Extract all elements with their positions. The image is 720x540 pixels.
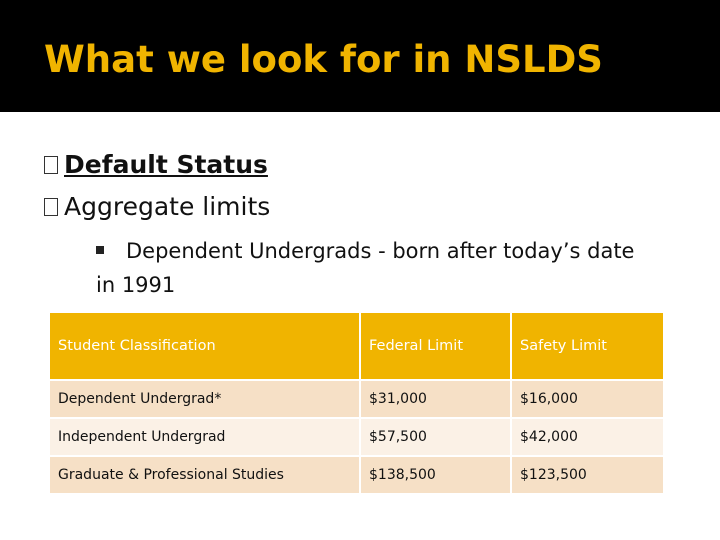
cell-federal-limit: $31,000 [361, 381, 510, 417]
loan-limits-table [48, 311, 665, 495]
title-bar [0, 0, 720, 112]
header-student-classification: Student Classification [50, 313, 359, 379]
square-bullet-icon [96, 246, 104, 254]
cell-classification: Independent Undergrad [50, 419, 359, 455]
bullet-text: Aggregate limits [64, 192, 271, 221]
table-row [50, 419, 663, 455]
table-row [50, 381, 663, 417]
sub-bullet-line2: in 1991 [96, 273, 176, 297]
slide-title: What we look for in NSLDS [44, 38, 603, 81]
cell-safety-limit: $16,000 [512, 381, 663, 417]
sub-bullet-line1: Dependent Undergrads - born after today’s date [126, 239, 635, 263]
sub-bullet-dependent-undergrads [96, 234, 696, 302]
checkbox-icon [44, 198, 58, 216]
cell-federal-limit: $138,500 [361, 457, 510, 493]
cell-federal-limit: $57,500 [361, 419, 510, 455]
cell-safety-limit: $42,000 [512, 419, 663, 455]
header-safety-limit: Safety Limit [512, 313, 663, 379]
bullet-aggregate-limits [44, 192, 270, 221]
header-federal-limit: Federal Limit [361, 313, 510, 379]
bullet-text: Default Status [64, 150, 268, 179]
cell-classification: Graduate & Professional Studies [50, 457, 359, 493]
table-row [50, 457, 663, 493]
bullet-default-status [44, 150, 268, 179]
table-header-row [50, 313, 663, 379]
cell-classification: Dependent Undergrad* [50, 381, 359, 417]
cell-safety-limit: $123,500 [512, 457, 663, 493]
checkbox-icon [44, 156, 58, 174]
